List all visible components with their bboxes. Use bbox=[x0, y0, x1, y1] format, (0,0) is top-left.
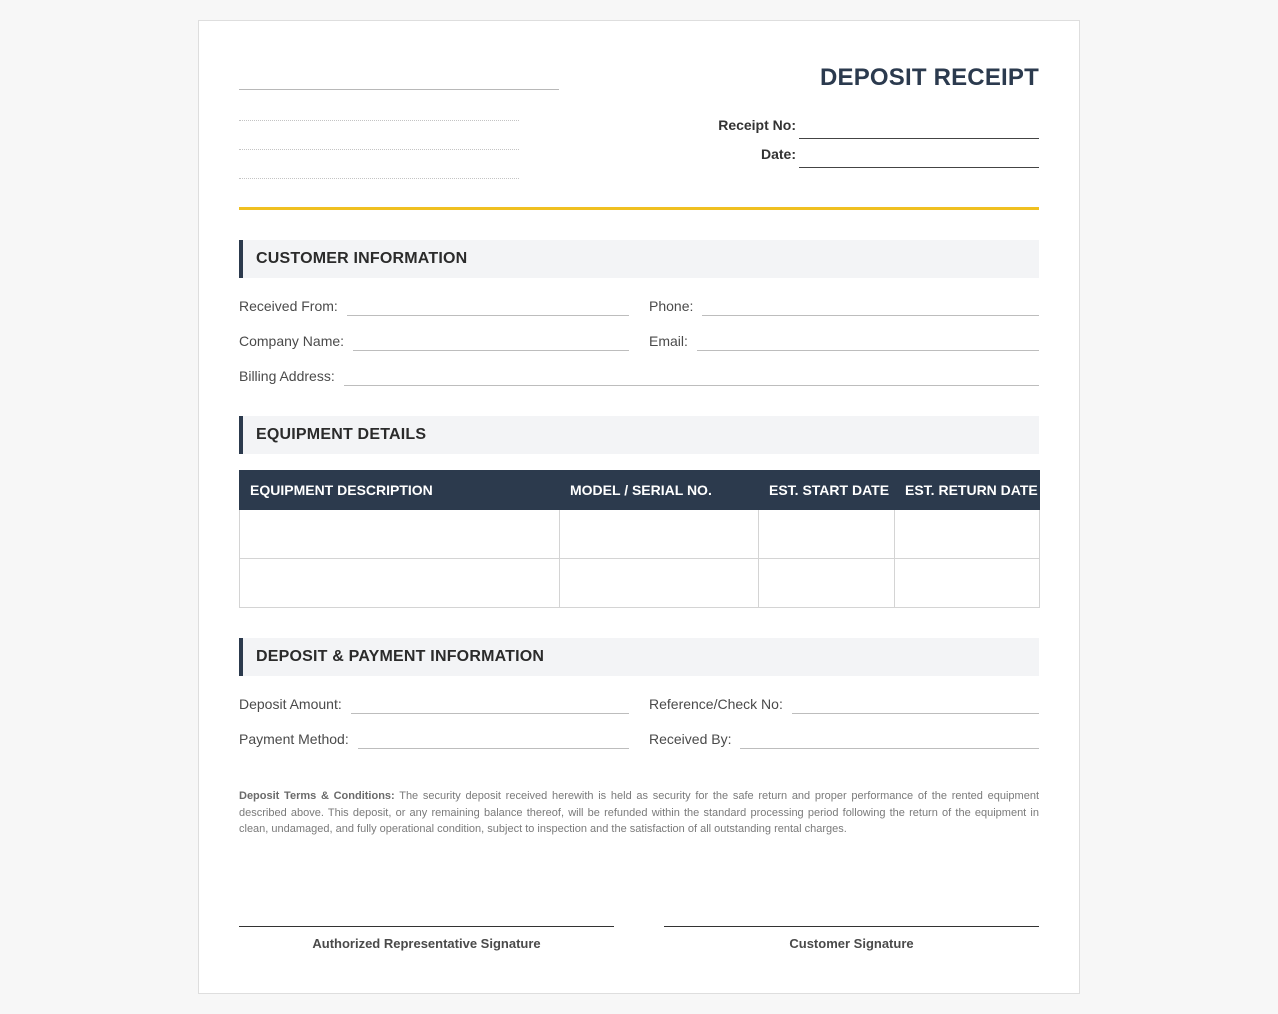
phone-row bbox=[649, 294, 1039, 316]
email-label: Email: bbox=[649, 333, 688, 349]
billing-address-field[interactable] bbox=[344, 368, 1039, 386]
table-cell-return-date[interactable] bbox=[895, 510, 1040, 559]
column-header-est-return-date: EST. RETURN DATE bbox=[895, 471, 1040, 510]
received-by-row bbox=[649, 727, 1039, 749]
customer-signature-label: Customer Signature bbox=[789, 936, 914, 951]
table-cell-description[interactable] bbox=[240, 559, 560, 608]
company-name-row bbox=[239, 329, 629, 351]
table-cell-model-serial[interactable] bbox=[560, 510, 759, 559]
terms-heading: Deposit Terms & Conditions: bbox=[239, 790, 395, 802]
table-cell-start-date[interactable] bbox=[759, 510, 895, 559]
table-cell-start-date[interactable] bbox=[759, 559, 895, 608]
company-name-label: Company Name: bbox=[239, 333, 345, 349]
date-label: Date: bbox=[760, 146, 796, 162]
deposit-amount-field[interactable] bbox=[351, 696, 629, 714]
receipt-page bbox=[198, 20, 1080, 994]
representative-signature-label: Authorized Representative Signature bbox=[312, 936, 541, 951]
terms-body: The security deposit received herewith is held as security for the safe return and proper performance of the rented equipment described above. This deposit, or any remaining balance thereof, will be refunded within the standard processing period following the return of the equipment in clean, undamaged, and fully operational condition, subject to inspection and the satisfaction of all outstanding rental charges. bbox=[239, 790, 1039, 835]
equipment-table bbox=[239, 470, 1040, 608]
section-equipment-details bbox=[239, 416, 1039, 454]
payment-method-row bbox=[239, 727, 629, 749]
deposit-amount-label: Deposit Amount: bbox=[239, 696, 342, 712]
received-by-label: Received By: bbox=[649, 731, 732, 747]
deposit-amount-row bbox=[239, 692, 629, 714]
document-title: DEPOSIT RECEIPT bbox=[819, 64, 1039, 91]
column-header-est-start-date: EST. START DATE bbox=[759, 471, 895, 510]
reference-check-no-field[interactable] bbox=[792, 696, 1039, 714]
received-from-field[interactable] bbox=[347, 298, 629, 316]
section-title: DEPOSIT & PAYMENT INFORMATION bbox=[256, 648, 545, 665]
date-field[interactable] bbox=[799, 167, 1039, 168]
company-name-field[interactable] bbox=[353, 333, 629, 351]
table-header-row bbox=[240, 471, 1040, 510]
company-name-line[interactable] bbox=[239, 89, 559, 90]
phone-label: Phone: bbox=[649, 298, 694, 314]
section-deposit-payment-information bbox=[239, 638, 1039, 676]
table-cell-description[interactable] bbox=[240, 510, 560, 559]
company-address-line-1[interactable] bbox=[239, 120, 519, 121]
accent-divider bbox=[239, 207, 1039, 210]
terms-and-conditions bbox=[239, 788, 1039, 838]
table-cell-model-serial[interactable] bbox=[560, 559, 759, 608]
section-customer-information bbox=[239, 240, 1039, 278]
receipt-no-field[interactable] bbox=[799, 138, 1039, 139]
reference-check-no-label: Reference/Check No: bbox=[649, 696, 783, 712]
table-row bbox=[240, 559, 1040, 608]
phone-field[interactable] bbox=[702, 298, 1039, 316]
column-header-model-serial: MODEL / SERIAL NO. bbox=[560, 471, 759, 510]
table-row bbox=[240, 510, 1040, 559]
table-cell-return-date[interactable] bbox=[895, 559, 1040, 608]
section-title: EQUIPMENT DETAILS bbox=[256, 426, 427, 443]
received-from-row bbox=[239, 294, 629, 316]
billing-address-row bbox=[239, 364, 1039, 386]
customer-signature-line[interactable] bbox=[664, 926, 1039, 927]
payment-method-label: Payment Method: bbox=[239, 731, 349, 747]
receipt-no-label: Receipt No: bbox=[718, 117, 796, 133]
billing-address-label: Billing Address: bbox=[239, 368, 335, 384]
received-by-field[interactable] bbox=[740, 731, 1039, 749]
company-address-line-3[interactable] bbox=[239, 178, 519, 179]
section-title: CUSTOMER INFORMATION bbox=[256, 250, 468, 267]
column-header-equipment-description: EQUIPMENT DESCRIPTION bbox=[240, 471, 560, 510]
email-field[interactable] bbox=[697, 333, 1039, 351]
company-address-line-2[interactable] bbox=[239, 149, 519, 150]
representative-signature-line[interactable] bbox=[239, 926, 614, 927]
received-from-label: Received From: bbox=[239, 298, 338, 314]
reference-check-no-row bbox=[649, 692, 1039, 714]
email-row bbox=[649, 329, 1039, 351]
payment-method-field[interactable] bbox=[358, 731, 629, 749]
